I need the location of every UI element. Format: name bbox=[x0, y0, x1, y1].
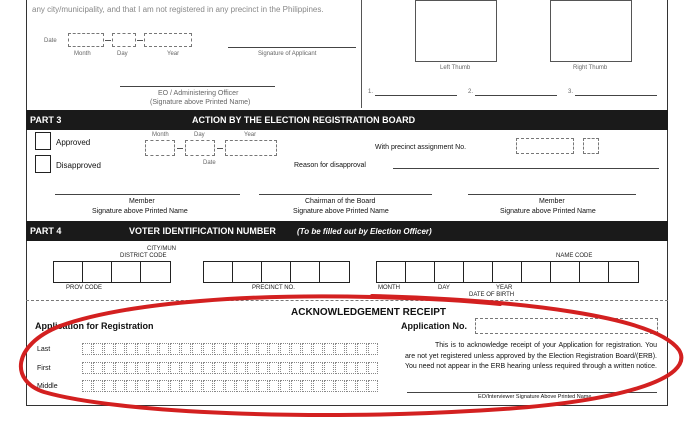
applicant-signature-label: Signature of Applicant bbox=[258, 51, 317, 57]
part3-title: ACTION BY THE ELECTION REGISTRATION BOARD bbox=[192, 115, 416, 125]
middle-name-label: Middle bbox=[37, 383, 58, 390]
member2-label: Member bbox=[539, 198, 565, 205]
name-code-label: NAME CODE bbox=[556, 253, 593, 259]
chair-label: Chairman of the Board bbox=[305, 198, 376, 205]
eo-label: EO / Administering Officer bbox=[158, 90, 239, 97]
day-label: Day bbox=[117, 51, 128, 57]
line-num-3: 3. bbox=[568, 89, 574, 95]
month-label: Month bbox=[74, 51, 91, 57]
prov-code-label: PROV CODE bbox=[66, 285, 103, 291]
part4-title: VOTER IDENTIFICATION NUMBER bbox=[129, 226, 276, 236]
precinct-assignment-label: With precinct assignment No. bbox=[375, 144, 467, 151]
reason-label: Reason for disapproval bbox=[294, 162, 366, 169]
receipt-body: This is to acknowledge receipt of your Application for registration. You are not yet registered unless approved by the Election Registration Board/(ERB). You need not appear in the ERB hearing unless required through a written notice. bbox=[405, 342, 657, 370]
precinct-no-label: PRECINCT NO. bbox=[252, 285, 295, 291]
part4-subtitle: (To be filled out by Election Officer) bbox=[297, 227, 432, 236]
p3-month-label: Month bbox=[152, 132, 169, 138]
receipt-title: ACKNOWLEDGEMENT RECEIPT bbox=[291, 307, 446, 318]
dob-label: DATE OF BIRTH bbox=[469, 292, 515, 298]
last-name-label: Last bbox=[37, 346, 51, 353]
right-thumb-label: Right Thumb bbox=[573, 65, 608, 71]
p3-date-label: Date bbox=[203, 160, 216, 166]
disapproved-label: Disapproved bbox=[56, 161, 101, 170]
date-label: Date bbox=[44, 38, 57, 44]
intro-text: any city/municipality, and that I am not registered in any precinct in the Philippines. bbox=[32, 5, 324, 14]
dob-year-label: YEAR bbox=[496, 285, 513, 291]
p3-year-label: Year bbox=[244, 132, 257, 138]
part3-label: PART 3 bbox=[30, 115, 62, 125]
eo-interviewer-label: EO/Interviewer Signature Above Printed Name bbox=[478, 394, 592, 400]
year-label: Year bbox=[167, 51, 180, 57]
application-no-label: Application No. bbox=[401, 321, 467, 331]
dob-day-label: DAY bbox=[438, 285, 450, 291]
line-num-2: 2. bbox=[468, 89, 474, 95]
app-for-registration: Application for Registration bbox=[35, 321, 154, 331]
member2-sublabel: Signature above Printed Name bbox=[500, 208, 596, 215]
member1-label: Member bbox=[129, 198, 155, 205]
dob-month-label: MONTH bbox=[378, 285, 400, 291]
approved-label: Approved bbox=[56, 138, 91, 147]
citymun-label: CITY/MUN bbox=[147, 246, 176, 252]
eo-sublabel: (Signature above Printed Name) bbox=[150, 99, 251, 106]
district-label: DISTRICT CODE bbox=[120, 253, 167, 259]
p3-day-label: Day bbox=[194, 132, 205, 138]
left-thumb-label: Left Thumb bbox=[440, 65, 471, 71]
line-num-1: 1. bbox=[368, 89, 374, 95]
first-name-label: First bbox=[37, 365, 51, 372]
part4-label: PART 4 bbox=[30, 226, 62, 236]
chair-sublabel: Signature above Printed Name bbox=[293, 208, 389, 215]
member1-sublabel: Signature above Printed Name bbox=[92, 208, 188, 215]
